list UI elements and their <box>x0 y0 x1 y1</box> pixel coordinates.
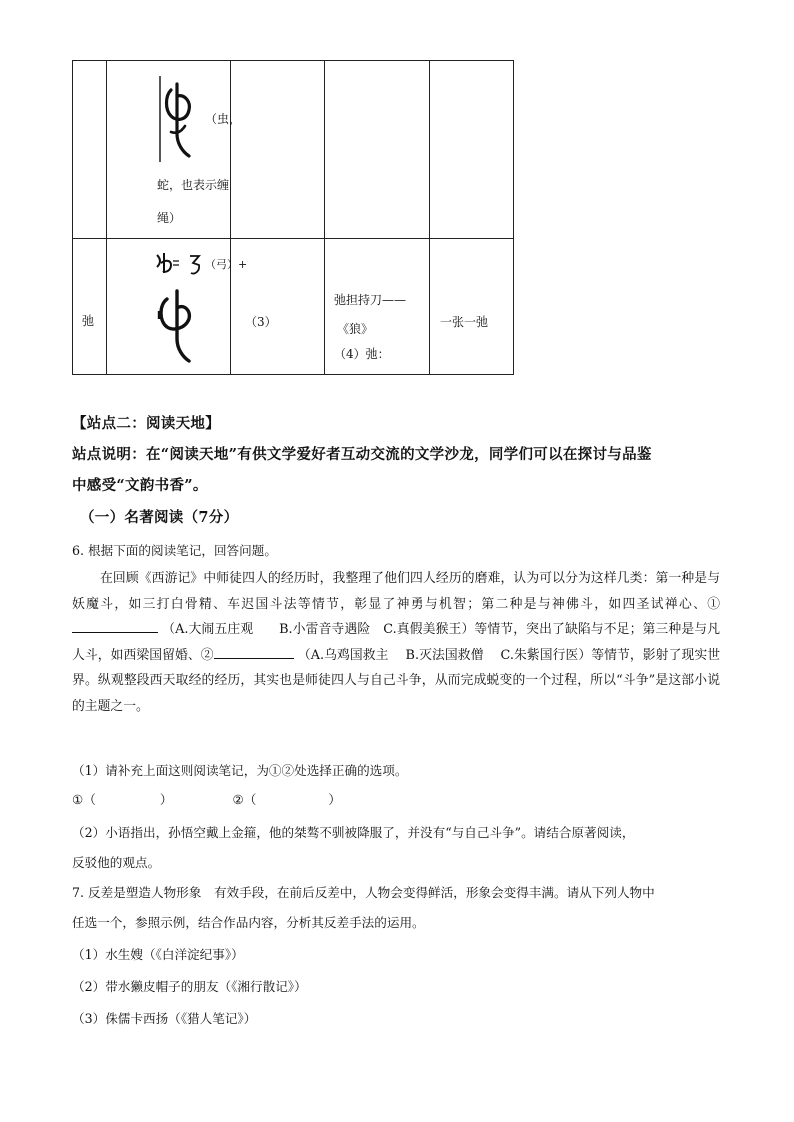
question-7-option-1: （1）水生嫂（《白洋淀纪事》） <box>72 947 244 962</box>
blank-1[interactable] <box>72 618 158 633</box>
char-note-a: （虫， <box>205 112 242 126</box>
question-7-option-3: （3）侏儒卡西扬（《猎人笔记》） <box>72 1011 257 1026</box>
table-cell <box>231 61 325 239</box>
question-6-sub2-line2: 反驳他的观点。 <box>72 855 161 870</box>
answer-2-label: ②（ <box>232 792 257 807</box>
table-cell <box>73 239 107 375</box>
example-source: 《狼》 <box>337 322 374 336</box>
question-6-sub1: （1）请补充上面这则阅读笔记，为①②处选择正确的选项。 <box>72 763 408 778</box>
character-chi: 弛 <box>82 314 95 328</box>
seal-script-chi-glyph <box>155 251 189 277</box>
reading-note-paragraph <box>72 566 720 719</box>
table-cell <box>107 61 242 239</box>
char-note-b: 蛇，也表示缠 <box>157 178 230 192</box>
note-part-3: （A.乌鸡国救主 B.灭法国救僧 C.朱紫国行医）等情节，影射了现实世界。纵观整段西天取经的经历，其实也是师徒四人与自己斗争，从而完成蜕变的一个过程，所以“斗争”是这部小说的主题之一。 <box>72 647 720 714</box>
table-cell <box>430 239 514 375</box>
marker-1: ① <box>707 596 720 612</box>
table-cell <box>430 61 514 239</box>
question-7-option-2: （2）带水獭皮帽子的朋友（《湘行散记》） <box>72 979 307 994</box>
question-7-line1: 7. 反差是塑造人物形象 有效手段，在前后反差中，人物会变得鲜活，形象会变得丰满。请从下列人物中 <box>72 885 655 900</box>
question-6-sub2-line1: （2）小语指出，孙悟空戴上金箍，他的桀骜不驯被降服了，并没有“与自己斗争”。请结合原著阅读， <box>72 825 635 840</box>
formula-mid: （弓）+ <box>205 258 248 271</box>
example-sentence: 弛担持刀—— <box>334 293 407 307</box>
sub-heading: （一）名著阅读（7分） <box>80 509 239 526</box>
section-description-line2: 中感受“文韵书香”。 <box>72 477 208 494</box>
table-cell <box>107 239 248 375</box>
table-row <box>73 239 514 375</box>
char-note-c: 绳） <box>157 211 182 225</box>
note-part-2: （A.大闹五庄观 B.小雷音寺遇险 C.真假美猴王）等情节，突出了缺陷与不足；第三种是与凡人斗，如西梁国留婚、 <box>72 622 721 663</box>
note-part-1: 在回顾《西游记》中师徒四人的经历时，我整理了他们四人经历的磨难，认为可以分为这样几类：第一种是与妖魔斗，如三打白骨精、车迟国斗法等情节，彰显了神勇与机智；第二种是与神佛斗，如四圣试禅心、 <box>72 571 720 612</box>
question-7-line2: 任选一个，参照示例，结合作品内容，分析其反差手法的运用。 <box>72 915 425 930</box>
answer-2-close: ） <box>328 792 341 807</box>
answer-1-label: ①（ <box>72 792 96 807</box>
section-description-line1: 站点说明：在“阅读天地”有供文学爱好者互动交流的文学沙龙，同学们可以在探讨与品鉴 <box>72 446 652 463</box>
blank-2[interactable] <box>214 644 294 659</box>
seal-script-gong-glyph <box>187 253 203 277</box>
answer-row <box>72 789 341 808</box>
blank-4-label: （4）弛： <box>334 347 390 361</box>
question-6-title: 6. 根据下面的阅读笔记，回答问题。 <box>72 543 277 558</box>
blank-3-label: （3） <box>245 315 277 329</box>
table-cell <box>73 61 107 239</box>
answer-1-close: ） <box>159 792 173 807</box>
marker-2: ② <box>200 647 214 663</box>
table-cell <box>325 239 430 375</box>
seal-script-chong-glyph <box>157 74 193 164</box>
character-table <box>72 60 514 375</box>
table-cell <box>325 61 430 239</box>
idiom-text: 一张一弛 <box>440 315 489 329</box>
table-cell <box>231 239 325 375</box>
seal-script-ye-glyph <box>155 289 195 365</box>
table-row <box>73 61 514 239</box>
section-heading: 【站点二：阅读天地】 <box>72 415 220 432</box>
